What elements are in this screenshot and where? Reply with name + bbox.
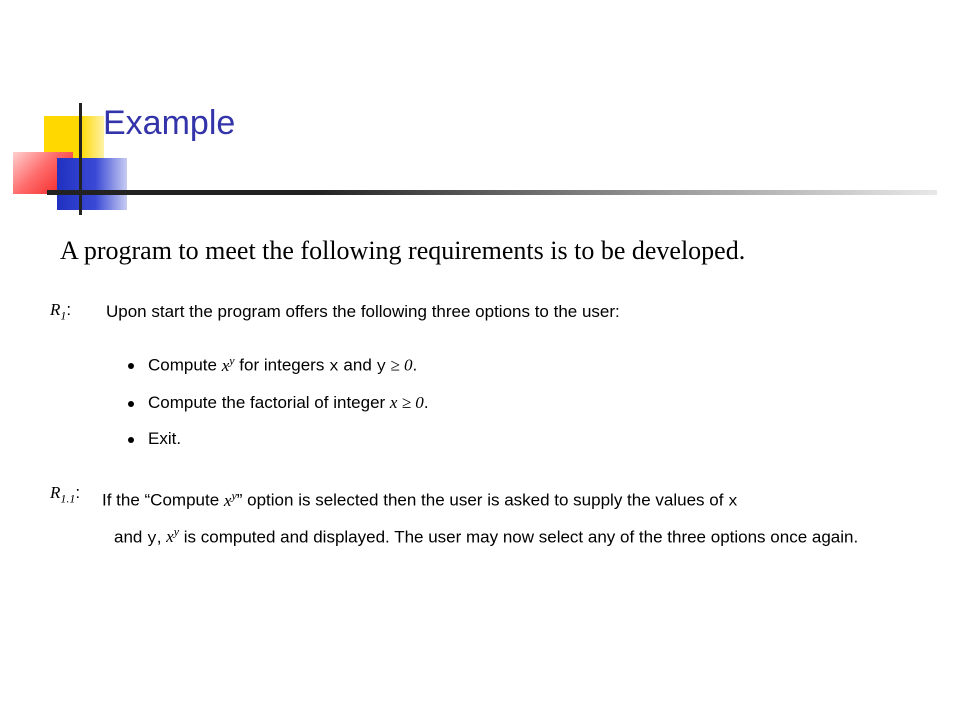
option-compute-power: Compute $x^y$ for integers x and y ≥ 0. (128, 353, 417, 376)
bullet-dot-icon (128, 437, 134, 443)
deco-vertical-line (79, 103, 82, 215)
option-compute-factorial: Compute the factorial of integer x ≥ 0. (128, 393, 429, 413)
r11-label: $R_{1.1}$: (50, 483, 81, 506)
deco-blue-block (57, 158, 127, 210)
r1-text: Upon start the program offers the following three options to the user: (106, 302, 620, 321)
r1-label: $R_1$: (50, 300, 72, 323)
option-exit: Exit. (128, 429, 181, 449)
slide-title: Example (103, 104, 236, 142)
intro-sentence: A program to meet the following requirements is to be developed. (60, 236, 746, 265)
bullet-dot-icon (128, 401, 134, 407)
bullet-dot-icon (128, 363, 134, 369)
r11-text: If the “Compute $x^y$” option is selected then the user is asked to supply the values of x and y, $x^y$ is computed and displayed. The user may now select any of the three options once again. (102, 488, 859, 548)
title-underline (47, 190, 937, 195)
